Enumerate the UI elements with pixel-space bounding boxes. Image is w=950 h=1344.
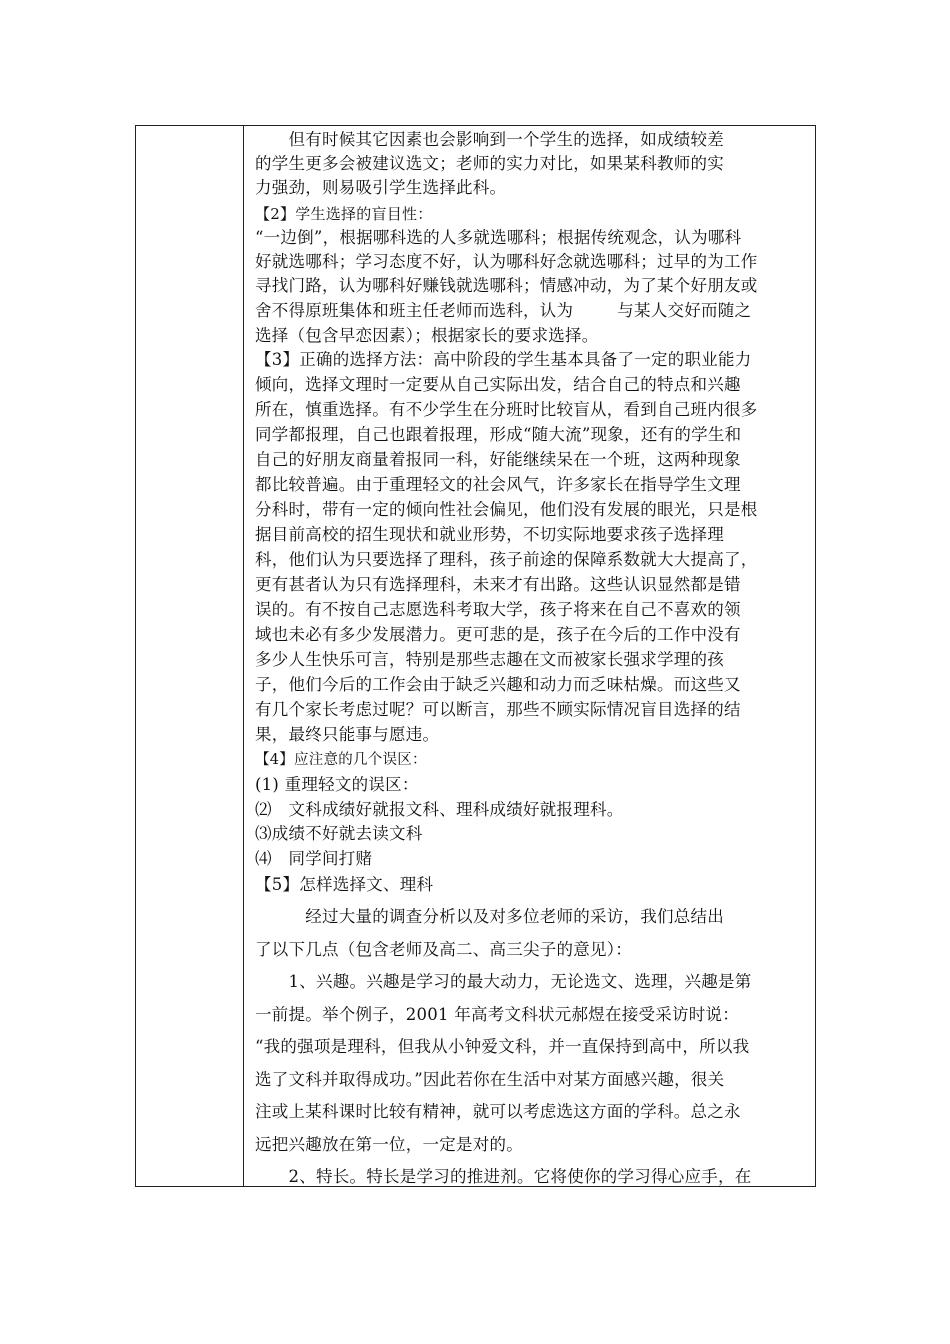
list-item: (1) 重理轻文的误区：	[255, 775, 419, 794]
list-item: ⑵ 文科成绩好就报文科、理科成绩好就报理科。	[255, 800, 624, 819]
paragraph-line: 所在，慎重选择。有不少学生在分班时比较盲从，看到自己班内很多	[255, 400, 758, 419]
paragraph-line: 误的。有不按自己志愿选科考取大学，孩子将来在自己不喜欢的领	[255, 600, 741, 619]
section-heading-4: 【4】应注意的几个误区：	[255, 752, 427, 768]
paragraph-line: 子，他们今后的工作会由于缺乏兴趣和动力而乏味枯燥。而这些又	[255, 675, 741, 694]
paragraph-line: 域也未必有多少发展潜力。更可悲的是，孩子在今后的工作中没有	[255, 625, 741, 644]
paragraph-line: 有几个家长考虑过呢？可以断言，那些不顾实际情况盲目选择的结	[255, 700, 741, 719]
paragraph-line: 力强劲，则易吸引学生选择此科。	[255, 178, 507, 197]
paragraph-line: 倾向，选择文理时一定要从自己实际出发，结合自己的特点和兴趣	[255, 375, 741, 394]
paragraph-line: 分科时，带有一定的倾向性社会偏见，他们没有发展的眼光，只是根	[255, 500, 758, 519]
paragraph-line: 科，他们认为只要选择了理科，孩子前途的保障系数就大大提高了，	[255, 550, 758, 569]
paragraph-line: “我的强项是理科，但我从小钟爱文科，并一直保持到高中，所以我	[255, 1037, 750, 1056]
paragraph-line: 经过大量的调查分析以及对多位老师的采访，我们总结出	[255, 907, 724, 926]
list-item: ⑶成绩不好就去读文科	[255, 824, 423, 843]
table-right-column	[245, 126, 817, 1186]
line-segment: 舍不得原班集体和班主任老师而选科，认为	[255, 301, 574, 320]
paragraph-line: 都比较普遍。由于重理轻文的社会风气，许多家长在指导学生文理	[255, 475, 741, 494]
paragraph-line: 的学生更多会被建议选文；老师的实力对比，如果某科教师的实	[255, 154, 724, 173]
paragraph-line: 据目前高校的招生现状和就业形势，不切实际地要求孩子选择理	[255, 525, 724, 544]
paragraph-line: 寻找门路，认为哪科好赚钱就选哪科；情感冲动，为了某个好朋友或	[255, 276, 758, 295]
paragraph-line: 更有甚者认为只有选择理科，未来才有出路。这些认识显然都是错	[255, 575, 741, 594]
list-item: ⑷ 同学间打赌	[255, 849, 373, 868]
paragraph-line: 远把兴趣放在第一位，一定是对的。	[255, 1135, 523, 1154]
paragraph-line	[255, 301, 751, 321]
line-segment: 与某人交好而随之	[617, 301, 752, 320]
paragraph-line: 1、兴趣。兴趣是学习的最大动力，无论选文、选理，兴趣是第	[255, 972, 752, 991]
paragraph-line: 了以下几点（包含老师及高二、高三尖子的意见）：	[255, 940, 632, 959]
paragraph-line: 一前提。举个例子，2001 年高考文科状元郝煜在接受采访时说：	[255, 1005, 739, 1024]
table-left-column	[136, 126, 244, 1186]
paragraph-line: “一边倒”，根据哪科选的人多就选哪科；根据传统观念，认为哪科	[255, 228, 742, 247]
paragraph-line: 选择（包含早恋因素）；根据家长的要求选择。	[255, 326, 599, 345]
paragraph-line: 注或上某科课时比较有精神，就可以考虑选这方面的学科。总之永	[255, 1102, 741, 1121]
paragraph-line: 自己的好朋友商量着报同一科，好能继续呆在一个班，这两种现象	[255, 450, 741, 469]
section-heading-2: 【2】学生选择的盲目性：	[255, 205, 433, 223]
paragraph-line: 多少人生快乐可言，特别是那些志趣在文而被家长强求学理的孩	[255, 650, 724, 669]
content-table	[135, 125, 816, 1187]
paragraph-line: 同学都报理，自己也跟着报理，形成“随大流”现象，还有的学生和	[255, 425, 742, 444]
section-heading-5: 【5】怎样选择文、理科	[255, 875, 434, 894]
paragraph-line: 选了文科并取得成功。”因此若你在生活中对某方面感兴趣，很关	[255, 1070, 725, 1089]
paragraph-line: 2、特长。特长是学习的推进剂。它将使你的学习得心应手，在	[255, 1167, 752, 1186]
section-heading-3: 【3】正确的选择方法：高中阶段的学生基本具备了一定的职业能力	[255, 350, 752, 369]
paragraph-line: 但有时候其它因素也会影响到一个学生的选择，如成绩较差	[255, 130, 724, 149]
paragraph-line: 好就选哪科；学习态度不好，认为哪科好念就选哪科；过早的为工作	[255, 252, 758, 271]
paragraph-line: 果，最终只能事与愿违。	[255, 725, 440, 744]
